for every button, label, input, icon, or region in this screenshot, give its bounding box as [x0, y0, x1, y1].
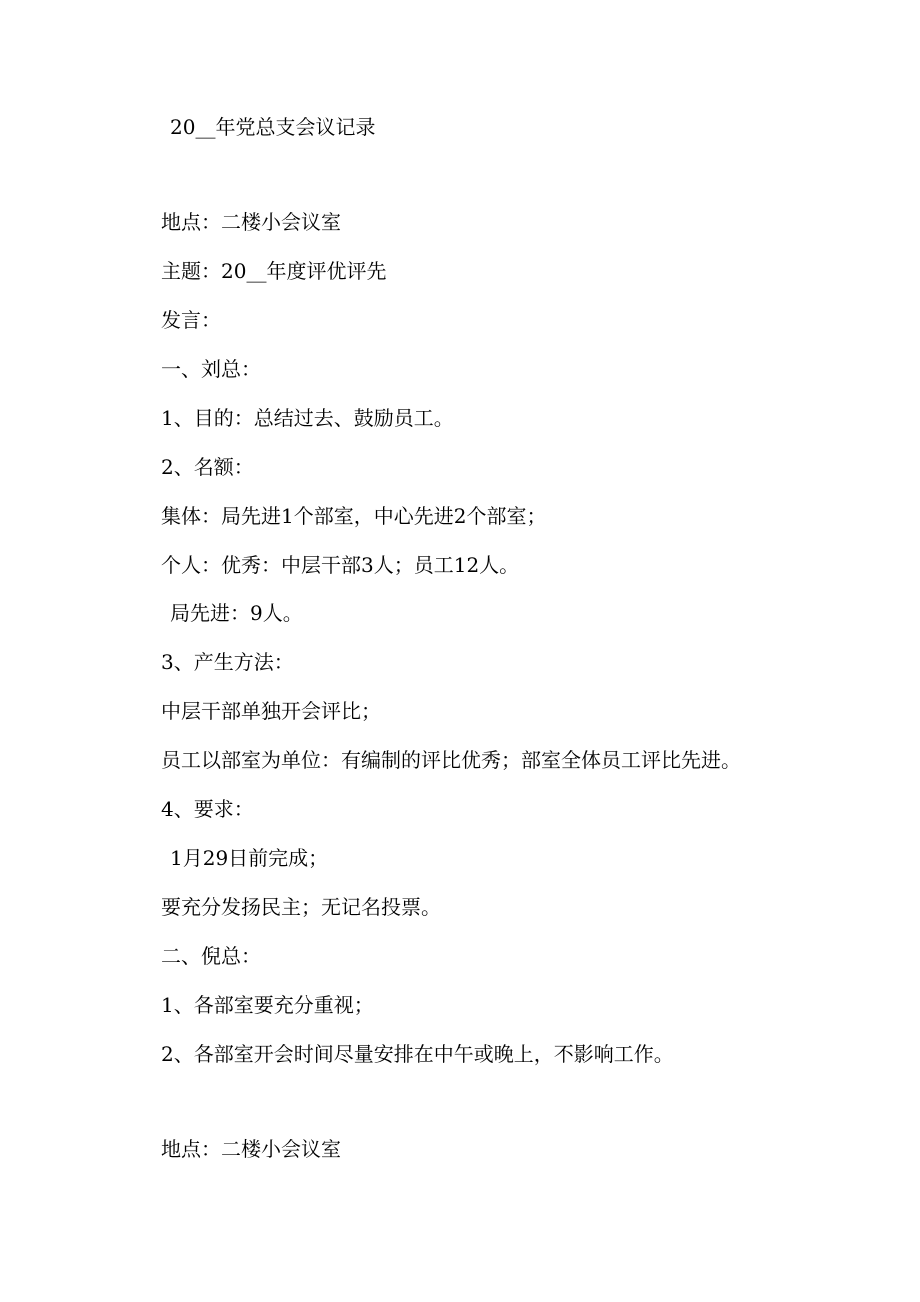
list-item-requirements: 4、要求： — [161, 797, 254, 821]
document-title: 20__年党总支会议记录 — [170, 115, 376, 139]
section-heading-ni: 二、倪总： — [161, 944, 261, 968]
method-line-cadres: 中层干部单独开会评比； — [161, 699, 381, 723]
democracy-line: 要充分发扬民主；无记名投票。 — [161, 895, 441, 919]
deadline-line: 1月29日前完成； — [170, 846, 329, 870]
list-item-schedule: 2、各部室开会时间尽量安排在中午或晚上，不影响工作。 — [161, 1042, 674, 1066]
list-item-quota: 2、名额： — [161, 455, 254, 479]
section-heading-liu: 一、刘总： — [161, 357, 261, 381]
topic-line: 主题：20__年度评优评先 — [161, 259, 387, 283]
speech-heading: 发言： — [161, 308, 221, 332]
location-line: 地点：二楼小会议室 — [161, 210, 341, 234]
individual-quota-line: 个人：优秀：中层干部3人；员工12人。 — [161, 553, 520, 577]
method-line-staff: 员工以部室为单位：有编制的评比优秀；部室全体员工评比先进。 — [161, 748, 741, 772]
list-item-attention: 1、各部室要充分重视； — [161, 993, 374, 1017]
bureau-advanced-line: 局先进：9人。 — [170, 601, 303, 625]
location-line-repeat: 地点：二楼小会议室 — [161, 1137, 341, 1161]
collective-quota-line: 集体：局先进1个部室，中心先进2个部室； — [161, 504, 547, 528]
list-item-method: 3、产生方法： — [161, 650, 294, 674]
list-item-purpose: 1、目的：总结过去、鼓励员工。 — [161, 406, 454, 430]
